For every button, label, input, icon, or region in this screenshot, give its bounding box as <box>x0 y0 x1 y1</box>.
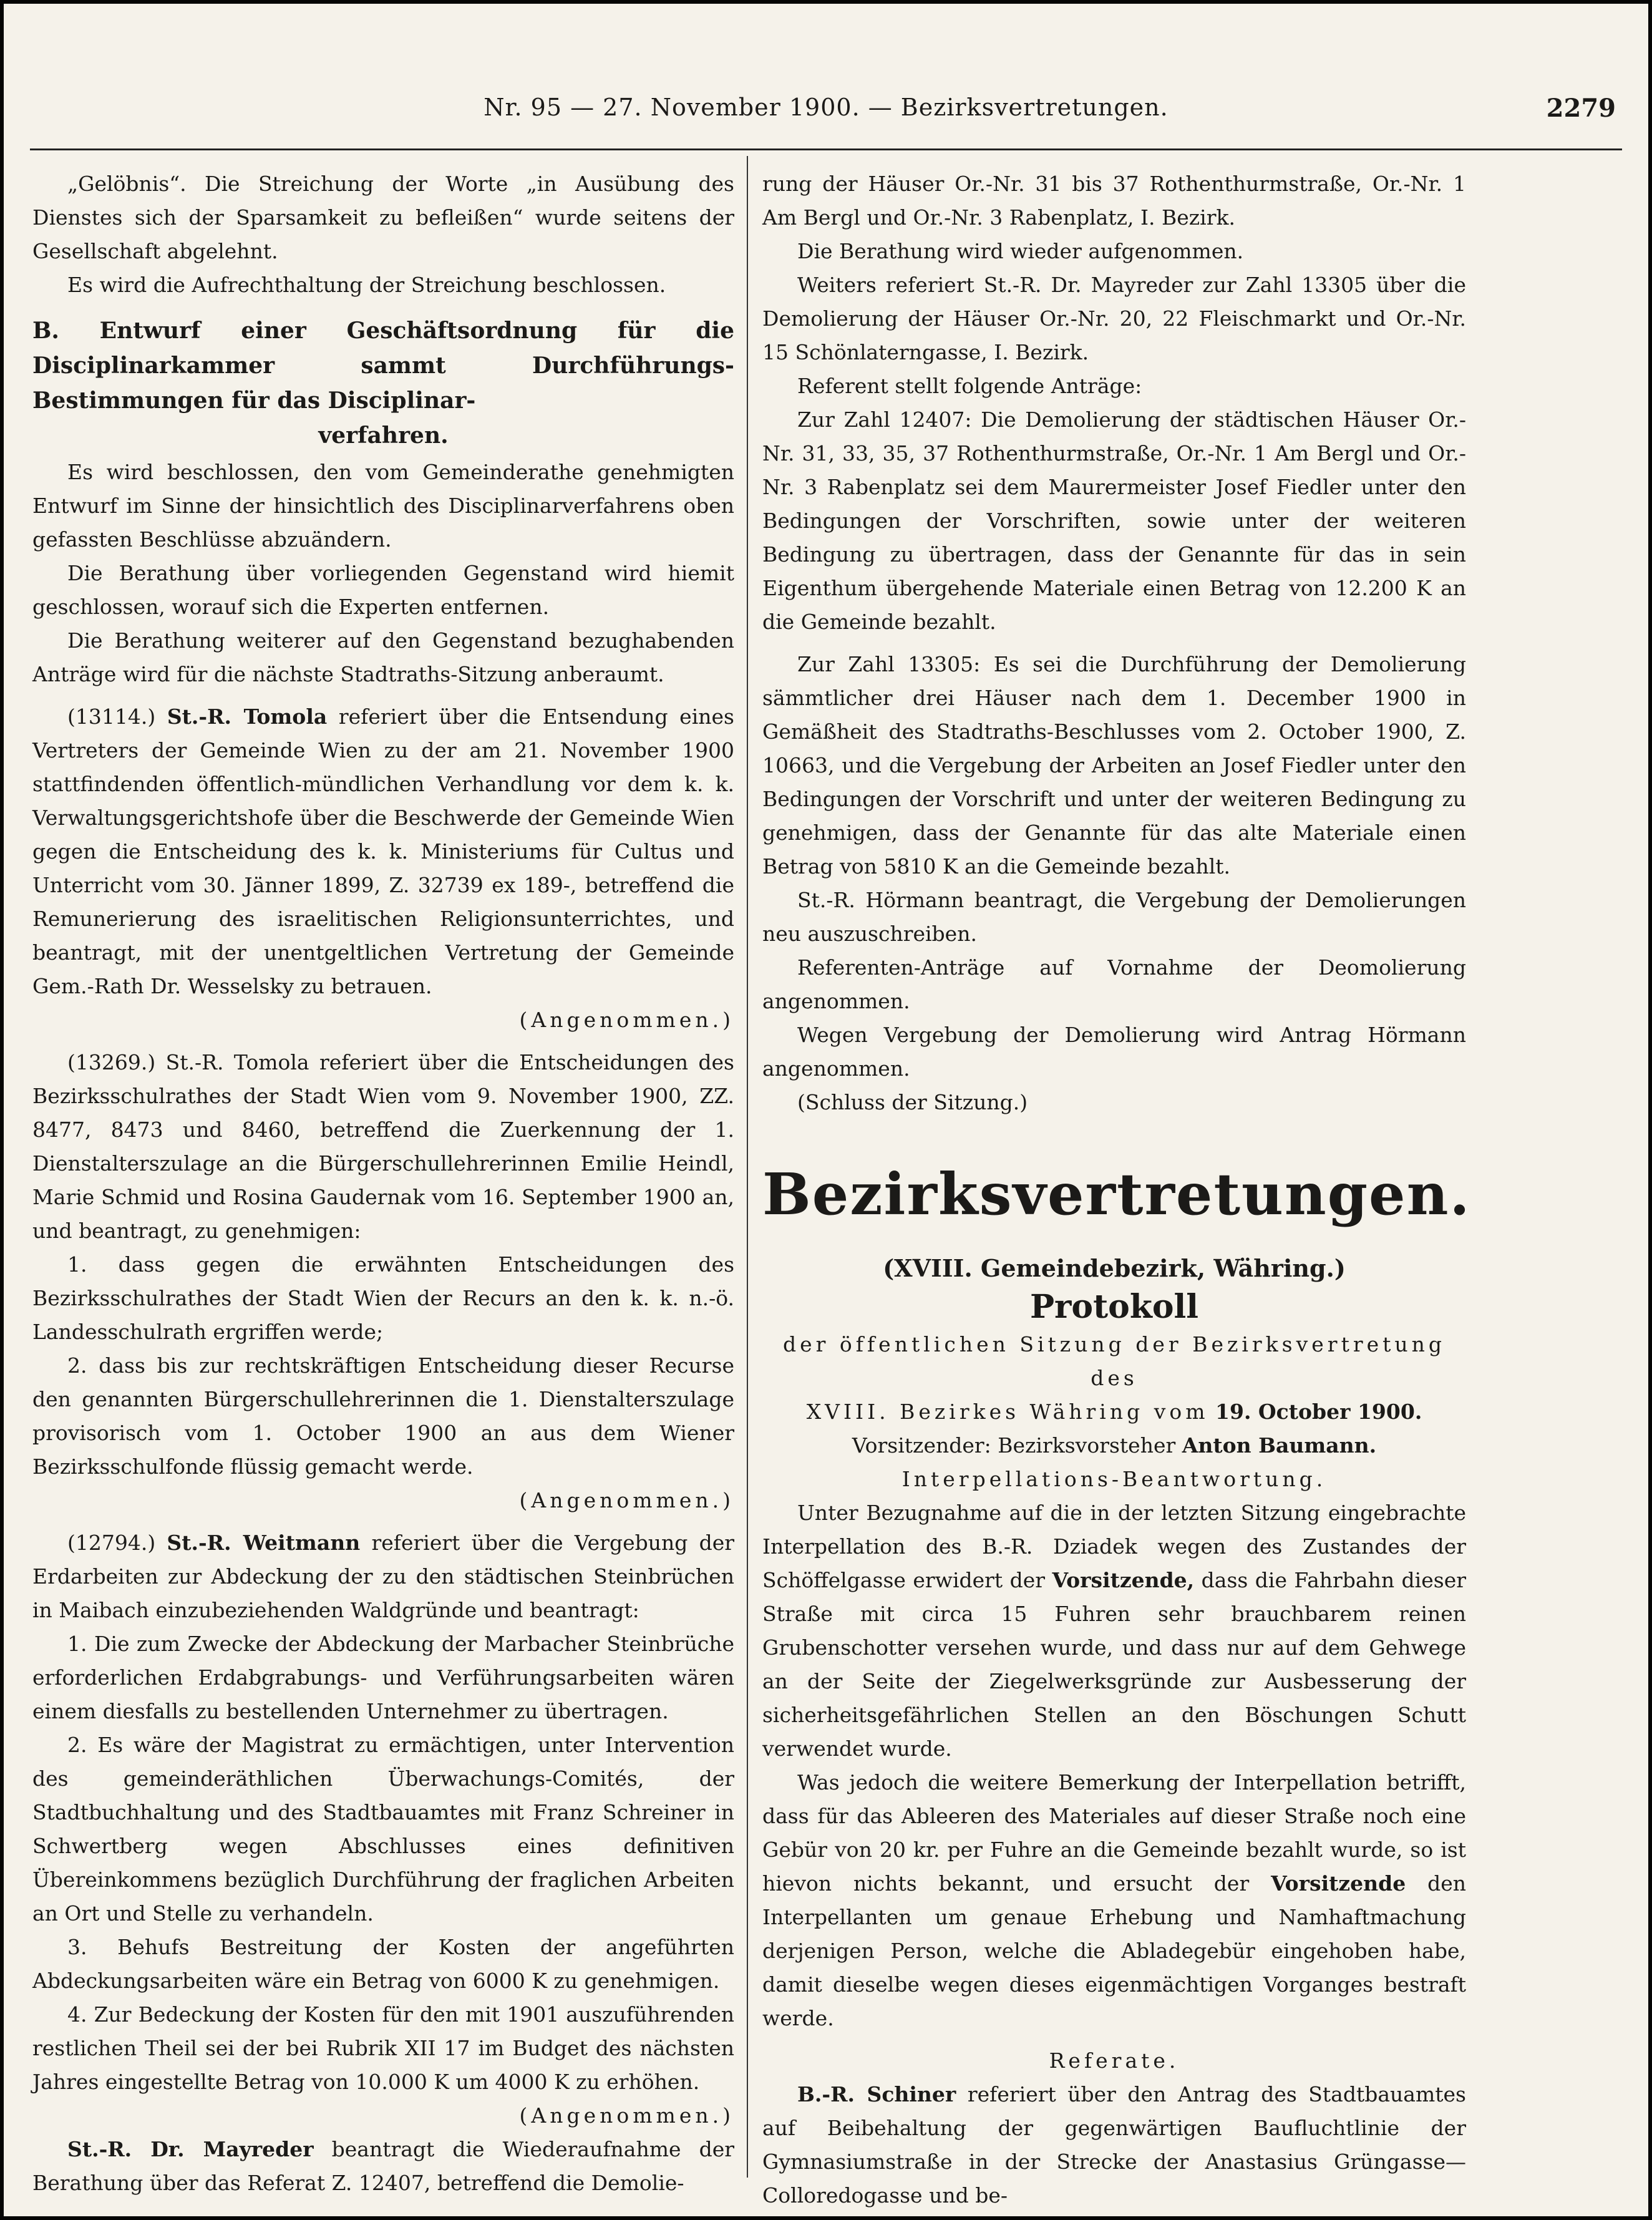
subsection-heading: Referate. <box>1049 2048 1180 2073</box>
paragraph-text: beantragt die Wiederaufnahme der Berathung über das Referat Z. 12407, betreffend die Demolie- <box>32 2137 735 2195</box>
paragraph-text: Was jedoch die weitere Bemerkung der Interpellation betrifft, dass für das Ableeren des Materiales auf dieser Straße noch eine Gebür von 20 kr. per Fuhre an die Gemeinde bezahlt wurde, so ist hievon nichts bekannt, und ersucht der <box>762 1770 1466 1896</box>
list-item: 2. Es wäre der Magistrat zu ermächtigen, unter Intervention des gemeinderäthlichen Überwachungs-Comités, der Stadtbuchhaltung und des Stadtbauamtes mit Franz Schreiner in Schwertberg wegen Abschlusses eines definitiven Übereinkommens bezüglich Durchführung der fraglichen Arbeiten an Ort und Stelle zu verhandeln. <box>32 1733 734 1925</box>
list-item: 4. Zur Bedeckung der Kosten für den mit 1901 auszuführenden restlichen Theil sei der bei Rubrik XII 17 im Budget des nächsten Jahres eingestellte Betrag von 10.000 K um 4000 K zu erhöhen. <box>32 2002 734 2094</box>
accepted-note: (Angenommen.) <box>519 1008 734 1032</box>
paragraph: Weiters referiert St.-R. Dr. Mayreder zur Zahl 13305 über die Demolierung der Häuser Or.-Nr. 20, 22 Fleischmarkt und Or.-Nr. 15 Schönlaterngasse, I. Bezirk. <box>762 273 1466 364</box>
file-number: (12794.) <box>67 1531 156 1555</box>
paragraph: Die Berathung wird wieder aufgenommen. <box>797 239 1244 263</box>
speaker-name: B.-R. Schiner <box>797 2082 956 2106</box>
speaker-name: Vorsitzende, <box>1052 1568 1195 1592</box>
paragraph: Die Berathung weiterer auf den Gegenstand bezughabenden Anträge wird für die nächste Stadtraths-Sitzung anberaumt. <box>32 628 734 686</box>
speaker-name: Vorsitzende <box>1271 1871 1406 1896</box>
paragraph-text: referiert über den Antrag des Stadtbauamtes auf Beibehaltung der gegenwärtigen Baufluchtlinie der Gymnasiumstraße in der Strecke der Anastasius Grüngasse—Colloredogasse und be- <box>762 2082 1466 2208</box>
paragraph-text: den Interpellanten um genaue Erhebung und Namhaftmachung derjenigen Person, welche die Abladegebür eingehoben habe, damit dieselbe wegen dieses eigenmächtigen Vorganges bestraft werde. <box>762 1871 1466 2030</box>
running-head: Nr. 95 — 27. November 1900. — Bezirksvertretungen. <box>483 94 1169 121</box>
paragraph: Zur Zahl 12407: Die Demolierung der städtischen Häuser Or.-Nr. 31, 33, 35, 37 Rothenthurmstraße, Or.-Nr. 1 Am Bergl und Or.-Nr. 3 Rabenplatz sei dem Maurermeister Josef Fiedler unter den Bedingungen der Vorschriften, sowie unter der weiteren Bedingung zu übertragen, dass der Genannte für das in sein Eigenthum übergehende Materiale einen Betrag von 12.200 K an die Gemeinde bezahlt. <box>762 407 1466 634</box>
paragraph <box>32 1526 734 1627</box>
list-item: 3. Behufs Bestreitung der Kosten der angeführten Abdeckungsarbeiten wäre ein Betrag von 6000 K zu genehmigen. <box>32 1935 734 1993</box>
chair-name: Anton Baumann. <box>1182 1433 1377 1458</box>
section-heading <box>32 313 734 453</box>
session-date-line <box>762 1395 1466 1429</box>
subsection-heading: Interpellations-Beantwortung. <box>901 1467 1327 1491</box>
section-heading-main: B. Entwurf einer Geschäftsordnung für die Disciplinarkammer sammt Durchführungs-Bestimmungen für das Disciplinar- <box>32 318 734 414</box>
paragraph-text: referiert über die Entsendung eines Vertreters der Gemeinde Wien zu der am 21. November 1900 stattfindenden öffentlich-mündlichen Verhandlung vor dem k. k. Verwaltungsgerichtshofe über die Beschwerde der Gemeinde Wien gegen die Entscheidung des k. k. Ministeriums für Cultus und Unterricht vom 30. Jänner 1899, Z. 32739 ex 189-, betreffend die Remunerierung des israelitischen Religionsunterrichtes, und beantragt, mit der unentgeltlichen Vertretung der Gemeinde Gem.-Rath Dr. Wesselsky zu betrauen. <box>32 704 734 998</box>
list-item: 2. dass bis zur rechtskräftigen Entscheidung dieser Recurse den genannten Bürgerschullehrerinnen die 1. Dienstalterszulage provisorisch vom 1. October 1900 an aus dem Wiener Bezirksschulfonde flüssig gemacht werde. <box>32 1353 734 1479</box>
list-item: 1. dass gegen die erwähnten Entscheidungen des Bezirksschulrathes der Stadt Wien der Recurs an den k. k. n.-ö. Landesschulrath ergriffen werde; <box>32 1252 734 1344</box>
accepted-note: (Angenommen.) <box>519 2103 734 2128</box>
speaker-name: St.-R. Weitmann <box>167 1531 361 1555</box>
paragraph: Referenten-Anträge auf Vornahme der Deomolierung angenommen. <box>762 955 1466 1013</box>
paragraph: Referent stellt folgende Anträge: <box>797 374 1142 398</box>
list-item: 1. Die zum Zwecke der Abdeckung der Marbacher Steinbrüche erforderlichen Erdabgrabungs- und Verführungsarbeiten wären einem diesfalls zu bestellenden Unternehmer zu übertragen. <box>32 1632 734 1723</box>
paragraph: Zur Zahl 13305: Es sei die Durchführung der Demolierung sämmtlicher drei Häuser nach dem 1. December 1900 in Gemäßheit des Stadtraths-Beschlusses vom 2. October 1900, Z. 10663, und die Vergebung der Arbeiten an Josef Fiedler unter den Bedingungen der Vorschrift und unter der weiteren Bedingung zu genehmigen, dass der Genannte für das alte Materiale einen Betrag von 5810 K an die Gemeinde bezahlt. <box>762 652 1466 879</box>
page-number: 2279 <box>1546 94 1616 123</box>
paragraph <box>32 2133 734 2200</box>
protocol-heading: Protokoll <box>1029 1288 1199 1326</box>
file-number: (13114.) <box>67 704 156 729</box>
page-header <box>30 94 1622 137</box>
paragraph <box>32 268 734 302</box>
column-divider <box>747 156 748 2178</box>
right-column <box>762 167 1471 2208</box>
paragraph: St.-R. Hörmann beantragt, die Vergebung der Demolierungen neu auszuschreiben. <box>762 888 1466 946</box>
paragraph: (13269.) St.-R. Tomola referiert über die Entscheidungen des Bezirksschulrathes der Stadt Wien vom 9. November 1900, ZZ. 8477, 8473 und 8460, betreffend die Zuerkennung der 1. Dienstalterszulage an die Bürgerschullehrerinnen Emilie Heindl, Marie Schmid und Rosina Gaudernak vom 16. September 1900 an, und beantragt, zu genehmigen: <box>32 1050 734 1243</box>
paragraph: Wegen Vergebung der Demolierung wird Antrag Hörmann angenommen. <box>762 1023 1466 1081</box>
paragraph-text: Unter Bezugnahme auf die in der letzten Sitzung eingebrachte Interpellation des B.-R. Dziadek wegen des Zustandes der Schöffelgasse erwidert der <box>762 1501 1466 1592</box>
paragraph-text: referiert über die Vergebung der Erdarbeiten zur Abdeckung der zu den städtischen Steinbrüchen in Maibach einzubeziehenden Waldgründe und beantragt: <box>32 1531 734 1622</box>
paragraph <box>32 700 734 1003</box>
session-date: 19. October 1900. <box>1215 1400 1422 1424</box>
speaker-name: St.-R. Dr. Mayreder <box>67 2137 314 2161</box>
section-heading-end: verfahren. <box>318 422 449 449</box>
section-title: Bezirksvertretungen. <box>762 1161 1471 1228</box>
paragraph: Die Berathung über vorliegenden Gegenstand wird hiemit geschlossen, worauf sich die Experten entfernen. <box>32 561 734 619</box>
left-column <box>32 167 735 2195</box>
speaker-name: St.-R. Tomola <box>167 704 328 729</box>
accepted-note: (Angenommen.) <box>519 1488 734 1512</box>
header-rule <box>30 148 1622 150</box>
paragraph: Es wird beschlossen, den vom Gemeinderathe genehmigten Entwurf im Sinne der hinsichtlich des Disciplinarverfahrens oben gefassten Beschlüsse abzuändern. <box>32 460 734 552</box>
district-heading: (XVIII. Gemeindebezirk, Währing.) <box>883 1254 1346 1282</box>
session-line: der öffentlichen Sitzung der Bezirksvertretung des <box>782 1332 1446 1390</box>
paragraph: „Gelöbnis“. Die Streichung der Worte „in Ausübung des Dienstes sich der Sparsamkeit zu befleißen“ wurde seitens der Gesellschaft abgelehnt. <box>32 172 734 263</box>
closing-note: (Schluss der Sitzung.) <box>797 1090 1028 1114</box>
paragraph-text: dass die Fahrbahn dieser Straße mit circa 15 Fuhren sehr brauchbarem reinen Grubenschotter versehen wurde, und dass nur auf dem Gehwege an der Seite der Ziegelwerksgründe zur Ausbesserung der sicherheitsgefährlichen Stellen an den Böschungen Schutt verwendet wurde. <box>762 1568 1466 1761</box>
chair-label: Vorsitzender: Bezirksvorsteher <box>852 1433 1176 1458</box>
paragraph: rung der Häuser Or.-Nr. 31 bis 37 Rothenthurmstraße, Or.-Nr. 1 Am Bergl und Or.-Nr. 3 Rabenplatz, I. Bezirk. <box>762 172 1466 230</box>
paragraph <box>762 1766 1466 2035</box>
paragraph <box>762 1496 1466 1766</box>
session-text: XVIII. Bezirkes Währing vom <box>806 1400 1209 1424</box>
resolution-text: Es wird die Aufrechthaltung der Streichung beschlossen. <box>67 273 666 297</box>
paragraph <box>762 2078 1466 2213</box>
chair-line <box>762 1429 1466 1463</box>
